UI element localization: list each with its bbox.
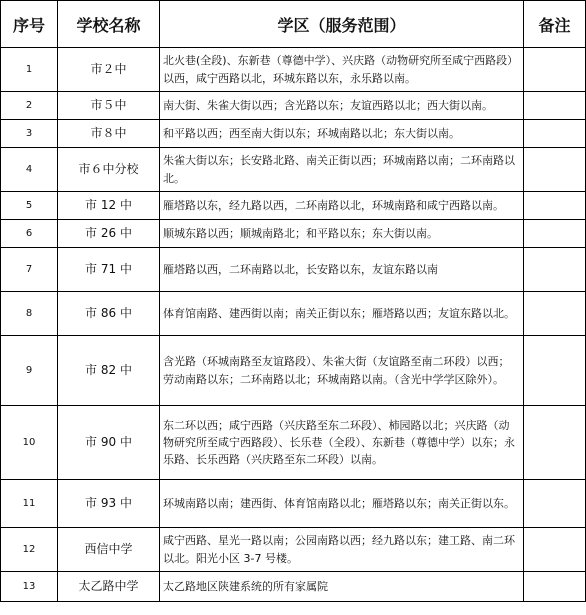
table-row [1, 480, 586, 528]
row-area: 环城南路以南；建西街、体育馆南路以北；雁塔路以东；南关正街以东。 [160, 480, 524, 528]
row-note [524, 148, 586, 192]
row-school: 市５中 [58, 92, 160, 120]
header-note: 备注 [524, 1, 586, 48]
row-note [524, 292, 586, 336]
header-school: 学校名称 [58, 1, 160, 48]
row-school: 市 93 中 [58, 480, 160, 528]
row-note [524, 220, 586, 248]
row-school: 市８中 [58, 120, 160, 148]
row-area: 北火巷(全段)、东新巷（尊德中学）、兴庆路（动物研究所至咸宁西路段）以西，咸宁西路以北，环城东路以东，永乐路以南。 [160, 48, 524, 92]
row-note [524, 406, 586, 480]
table-row [1, 192, 586, 220]
row-no: 8 [1, 292, 58, 336]
table-row [1, 48, 586, 92]
row-no: 11 [1, 480, 58, 528]
row-no: 3 [1, 120, 58, 148]
table-row [1, 528, 586, 572]
row-area: 顺城东路以西；顺城南路北；和平路以东；东大街以南。 [160, 220, 524, 248]
row-area: 咸宁西路、星光一路以南；公园南路以西；经九路以东；建工路、南二环以北。阳光小区 3-7 号楼。 [160, 528, 524, 572]
row-note [524, 92, 586, 120]
header-area: 学区（服务范围） [160, 1, 524, 48]
row-school: 市 12 中 [58, 192, 160, 220]
row-area: 南大街、朱雀大街以西；含光路以东；友谊西路以北；西大街以南。 [160, 92, 524, 120]
row-school: 市 86 中 [58, 292, 160, 336]
header-row [1, 1, 586, 48]
row-note [524, 48, 586, 92]
row-note [524, 572, 586, 602]
row-no: 5 [1, 192, 58, 220]
row-school: 市 71 中 [58, 248, 160, 292]
row-area: 太乙路地区陕建系统的所有家属院 [160, 572, 524, 602]
table-row [1, 406, 586, 480]
row-area: 体育馆南路、建西街以南；南关正街以东；雁塔路以西；友谊东路以北。 [160, 292, 524, 336]
row-no: 2 [1, 92, 58, 120]
row-no: 10 [1, 406, 58, 480]
row-school: 市６中分校 [58, 148, 160, 192]
row-area: 含光路（环城南路至友谊路段）、朱雀大街（友谊路至南二环段）以西；劳动南路以东；二环南路以北；环城南路以南。（含光中学学区除外）。 [160, 336, 524, 406]
table-row [1, 92, 586, 120]
row-school: 市 90 中 [58, 406, 160, 480]
row-no: 7 [1, 248, 58, 292]
row-no: 12 [1, 528, 58, 572]
row-area: 和平路以西；西至南大街以东；环城南路以北；东大街以南。 [160, 120, 524, 148]
table-row [1, 220, 586, 248]
row-school: 市２中 [58, 48, 160, 92]
table-row [1, 120, 586, 148]
table-row [1, 148, 586, 192]
row-no: 9 [1, 336, 58, 406]
row-school: 市 26 中 [58, 220, 160, 248]
row-school: 西信中学 [58, 528, 160, 572]
row-note [524, 480, 586, 528]
row-area: 东二环以西；咸宁西路（兴庆路至东二环段）、柿园路以北；兴庆路（动物研究所至咸宁西路段）、长乐巷（全段）、东新巷（尊德中学）以东；永乐路、长乐西路（兴庆路至东二环段）以南。 [160, 406, 524, 480]
row-note [524, 248, 586, 292]
row-note [524, 528, 586, 572]
table-row [1, 248, 586, 292]
row-note [524, 336, 586, 406]
header-no: 序号 [1, 1, 58, 48]
table-row [1, 572, 586, 602]
row-area: 雁塔路以西，二环南路以北，长安路以东，友谊东路以南 [160, 248, 524, 292]
table-row [1, 292, 586, 336]
row-school: 太乙路中学 [58, 572, 160, 602]
row-area: 朱雀大街以东；长安路北路、南关正街以西；环城南路以南；二环南路以北。 [160, 148, 524, 192]
row-no: 1 [1, 48, 58, 92]
row-no: 6 [1, 220, 58, 248]
row-note [524, 192, 586, 220]
table-row [1, 336, 586, 406]
row-area: 雁塔路以东，经九路以西，二环南路以北，环城南路和咸宁西路以南。 [160, 192, 524, 220]
row-note [524, 120, 586, 148]
row-no: 13 [1, 572, 58, 602]
row-no: 4 [1, 148, 58, 192]
row-school: 市 82 中 [58, 336, 160, 406]
